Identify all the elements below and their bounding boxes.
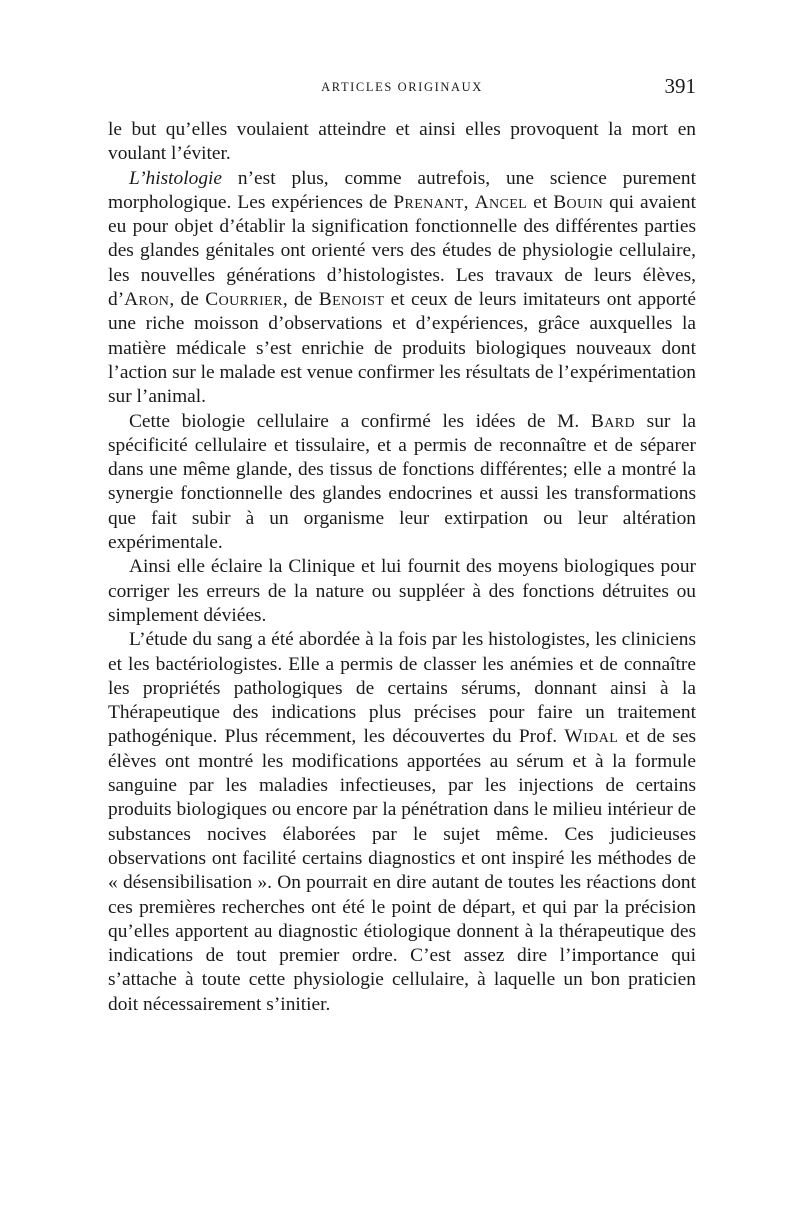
running-title: ARTICLES ORIGINAUX (321, 80, 483, 94)
paragraph (108, 628, 696, 1017)
author-name: Courrier (205, 289, 283, 311)
paragraph (108, 118, 696, 167)
text-run: , (463, 191, 475, 213)
author-name: Bard (590, 410, 635, 432)
page-number: 391 (664, 74, 696, 98)
author-name: Benoist (318, 289, 385, 311)
text-run: et (527, 191, 554, 213)
paragraph (108, 410, 696, 556)
author-name: Ancel (474, 191, 528, 213)
text-run: Cette biologie cellulaire a confirmé les idées de M. (129, 410, 591, 432)
paragraph (108, 167, 696, 410)
body-text (108, 118, 696, 1017)
text-run: , de (282, 289, 319, 311)
text-run: sur la spécificité cellulaire et tissulaire, et a permis de reconnaître et de séparer dans une même glande, des tissus de fonctions différentes; elle a montré la synergie fonctionnelle des glandes endocrines et aussi les transformations que fait subir à un organisme leur extirpation ou leur altération expérimentale. (108, 410, 696, 554)
author-name: Aron (124, 289, 170, 311)
text-run: qui avaient eu pour objet d’établir la signification fonctionnelle des différentes parties des glandes génitales ont orienté vers des études de physiologie cellulaire, les nouvelles générations d’histologistes. Les travaux de leurs élèves, d’ (108, 191, 696, 311)
text-run: n’est plus, comme autrefois, une science purement morphologique. Les expériences de (108, 167, 696, 213)
author-name: Bouin (553, 191, 604, 213)
text-run: et de ses élèves ont montré les modifications apportées au sérum et à la formule sanguine par les maladies infectieuses, par les injections de certains produits biologiques ou encore par la pénétration dans le milieu intérieur de substances nocives élaborées par le sujet même. Ces judicieuses observations ont facilité certains diagnostics et ont inspiré les méthodes de « désensibilisation ». On pourrait en dire autant de toutes les réactions dont ces premières recherches ont été le point de départ, et qui par la précision qu’elles apportent au diagnostic étiologique donnent à la thérapeutique des indications de tout premier ordre. C’est assez dire l’importance qui s’attache à toute cette physiologie cellulaire, à laquelle un bon praticien doit nécessairement s’initier. (108, 726, 696, 1015)
author-name: Prenant (393, 191, 464, 213)
paragraph (108, 555, 696, 628)
running-header (108, 74, 696, 104)
text-run: L’étude du sang a été abordée à la fois par les histologistes, les cliniciens et les bactériologistes. Elle a permis de classer les anémies et de connaître les propriétés pathologiques de certains sérums, donnant ainsi à la Thérapeutique des indications plus précises pour faire un traitement pathogénique. Plus récemment, les découvertes du Prof. (108, 629, 696, 748)
text-run: Ainsi elle éclaire la Clinique et lui fournit des moyens biologiques pour corriger les erreurs de la nature ou suppléer à des fonctions détruites ou simplement déviées. (108, 556, 696, 626)
text-run: et ceux de leurs imitateurs ont apporté une riche moisson d’observations et d’expériences, grâce auxquelles la matière médicale s’est enrichie de produits biologiques nouveaux dont l’action sur le malade est venue confirmer les résultats de l’expérimentation sur l’animal. (108, 289, 696, 408)
author-name: Widal (564, 726, 619, 748)
text-run: , de (169, 289, 206, 311)
text-run: le but qu’elles voulaient atteindre et ainsi elles provoquent la mort en voulant l’éviter. (108, 119, 696, 165)
italic-term: L’histologie (129, 167, 223, 189)
